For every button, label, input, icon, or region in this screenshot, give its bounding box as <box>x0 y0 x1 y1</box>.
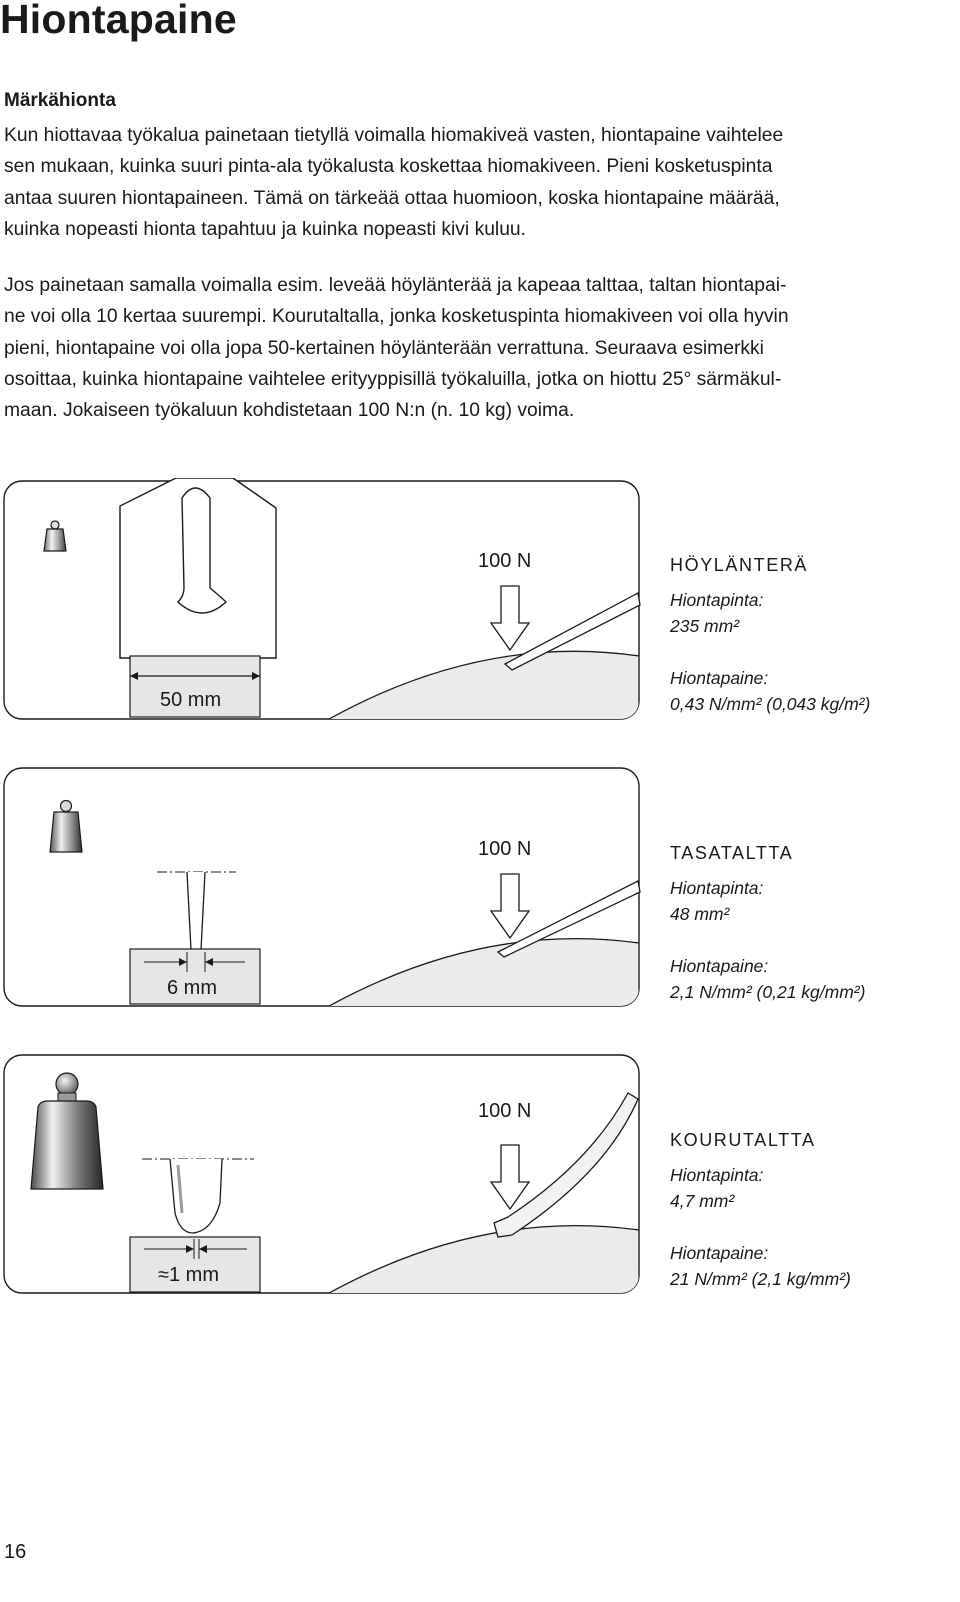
force-label: 100 N <box>478 550 532 572</box>
area-value: 235 mm² <box>670 616 740 636</box>
pressure-label: Hiontapaine: <box>670 1243 769 1263</box>
figure-flat-chisel <box>0 766 960 1026</box>
paragraph-line: Jos painetaan samalla voimalla esim. leveää höylänterää ja kapeaa talttaa, taltan hiontapai- <box>4 275 787 296</box>
area-label: Hiontapinta: <box>670 590 764 610</box>
page-number: 16 <box>4 1541 27 1563</box>
paragraph-line: sen mukaan, kuinka suuri pinta-ala työkalusta koskettaa hiomakiveen. Pieni kosketuspinta <box>4 156 773 178</box>
area-value: 4,7 mm² <box>670 1191 735 1211</box>
paragraph-line: ne voi olla 10 kertaa suurempi. Kourutaltalla, jonka kosketuspinta hiomakiveen voi olla hyvin <box>4 306 789 328</box>
tool-name: HÖYLÄNTERÄ <box>670 555 809 575</box>
paragraph-line: maan. Jokaiseen työkaluun kohdistetaan 100 N:n (n. 10 kg) voima. <box>4 400 575 422</box>
plane-iron-illustration <box>120 478 276 717</box>
intro-paragraph <box>4 120 944 245</box>
area-label: Hiontapinta: <box>670 878 764 898</box>
force-label: 100 N <box>478 1100 532 1122</box>
area-value: 48 mm² <box>670 904 730 924</box>
area-label: Hiontapinta: <box>670 1165 764 1185</box>
paragraph-line: osoittaa, kuinka hiontapaine vaihtelee erityyppisillä työkaluilla, jotka on hiottu 25° särmäkul- <box>4 368 782 390</box>
paragraph-line: kuinka nopeasti hionta tapahtuu ja kuinka nopeasti kivi kuluu. <box>4 218 527 240</box>
pressure-value: 0,43 N/mm² (0,043 kg/m²) <box>670 694 871 714</box>
figure-gouge <box>0 1053 960 1313</box>
tool-name: KOURUTALTTA <box>670 1130 816 1150</box>
pressure-label: Hiontapaine: <box>670 668 769 688</box>
width-label: 6 mm <box>167 977 217 999</box>
example-paragraph <box>4 270 944 426</box>
page-title: Hiontapaine <box>0 0 237 42</box>
width-label: ≈1 mm <box>158 1264 219 1286</box>
paragraph-line: antaa suuren hiontapaineen. Tämä on tärkeää ottaa huomioon, koska hiontapaine määrää, <box>4 187 780 209</box>
paragraph-line: Kun hiottavaa työkalua painetaan tietyllä voimalla hiomakiveä vasten, hiontapaine vaihtelee <box>4 125 784 146</box>
pressure-label: Hiontapaine: <box>670 956 769 976</box>
force-label: 100 N <box>478 838 532 860</box>
tool-name: TASATALTTA <box>670 843 794 863</box>
width-label: 50 mm <box>160 689 222 711</box>
figure-plane-iron <box>0 478 960 738</box>
section-title: Märkähionta <box>4 90 116 111</box>
pressure-value: 21 N/mm² (2,1 kg/mm²) <box>670 1269 851 1289</box>
pressure-value: 2,1 N/mm² (0,21 kg/mm²) <box>670 982 866 1002</box>
paragraph-line: pieni, hiontapaine voi olla jopa 50-kertainen höylänterään verrattuna. Seuraava esimerkki <box>4 337 764 359</box>
